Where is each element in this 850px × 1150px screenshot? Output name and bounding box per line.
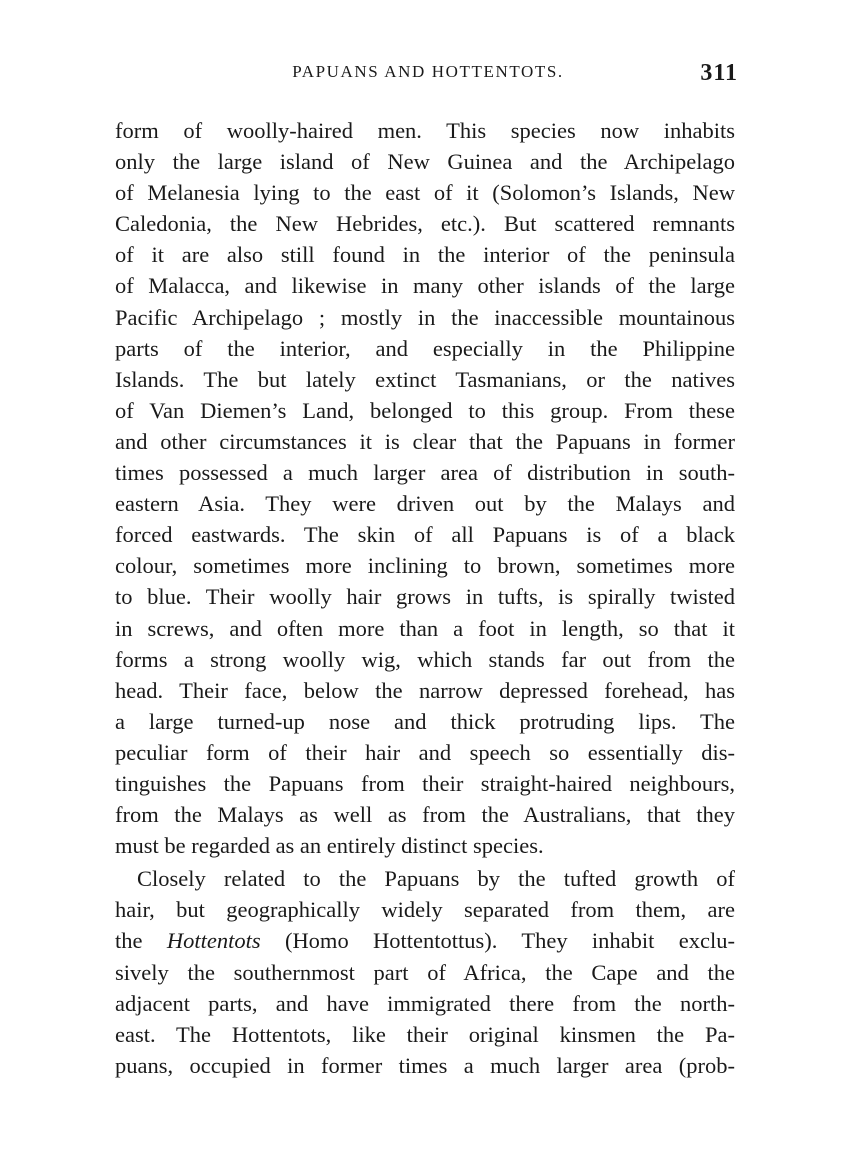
paragraph-papuans [115,115,735,861]
text-line: east. The Hottentots, like their original kinsmen the Pa- [115,1021,735,1047]
text-line: of Malacca, and likewise in many other islands of the large [115,273,735,299]
text-line: Islands. The but lately extinct Tasmanians, or the natives [115,366,735,392]
running-head [118,60,738,90]
italic-term: Hottentots [166,928,261,954]
text-line: only the large island of New Guinea and the Archipelago [115,149,735,175]
text-line: eastern Asia. They were driven out by the Malays and [115,491,735,517]
running-title: PAPUANS AND HOTTENTOTS. [292,62,564,81]
text-line: from the Malays as well as from the Australians, that they [115,802,735,828]
text-line: Closely related to the Papuans by the tufted growth of [137,866,735,892]
text-line: forced eastwards. The skin of all Papuans is of a black [115,522,735,548]
text-line: puans, occupied in former times a much larger area (prob- [115,1052,735,1078]
text-line: to blue. Their woolly hair grows in tufts, is spirally twisted [115,584,735,610]
text-line: form of woolly-haired men. This species now inhabits [115,118,735,143]
text-line: Caledonia, the New Hebrides, etc.). But scattered remnants [115,211,735,237]
text-line: of it are also still found in the interior of the peninsula [115,242,735,268]
page-number: 311 [700,60,738,86]
paragraph-hottentots [115,863,735,1081]
text-line: a large turned-up nose and thick protruding lips. The [115,708,735,734]
text-line: sively the southernmost part of Africa, the Cape and the [115,959,735,985]
text-line: times possessed a much larger area of distribution in south- [115,460,735,486]
text-line: colour, sometimes more inclining to brown, sometimes more [115,553,735,579]
text-line: head. Their face, below the narrow depressed forehead, has [115,677,735,703]
text-line: must be regarded as an entirely distinct species. [115,833,544,859]
text-line: Pacific Archipelago ; mostly in the inaccessible mountainous [115,304,735,330]
text-line: adjacent parts, and have immigrated there from the north- [115,990,735,1016]
text-line: tinguishes the Papuans from their straight-haired neighbours, [115,770,735,796]
text-line: and other circumstances it is clear that the Papuans in former [115,428,735,454]
text-line: parts of the interior, and especially in the Philippine [115,335,735,361]
text-line: forms a strong woolly wig, which stands far out from the [115,646,735,672]
text-line: peculiar form of their hair and speech so essentially dis- [115,739,735,765]
text-line: the Hottentots (Homo Hottentottus). They inhabit exclu- [115,928,735,954]
text-line: hair, but geographically widely separated from them, are [115,897,735,923]
text-line: in screws, and often more than a foot in length, so that it [115,615,735,641]
text-line: of Van Diemen’s Land, belonged to this group. From these [115,397,735,423]
text-line: of Melanesia lying to the east of it (Solomon’s Islands, New [115,180,735,206]
body-text [115,115,735,1081]
